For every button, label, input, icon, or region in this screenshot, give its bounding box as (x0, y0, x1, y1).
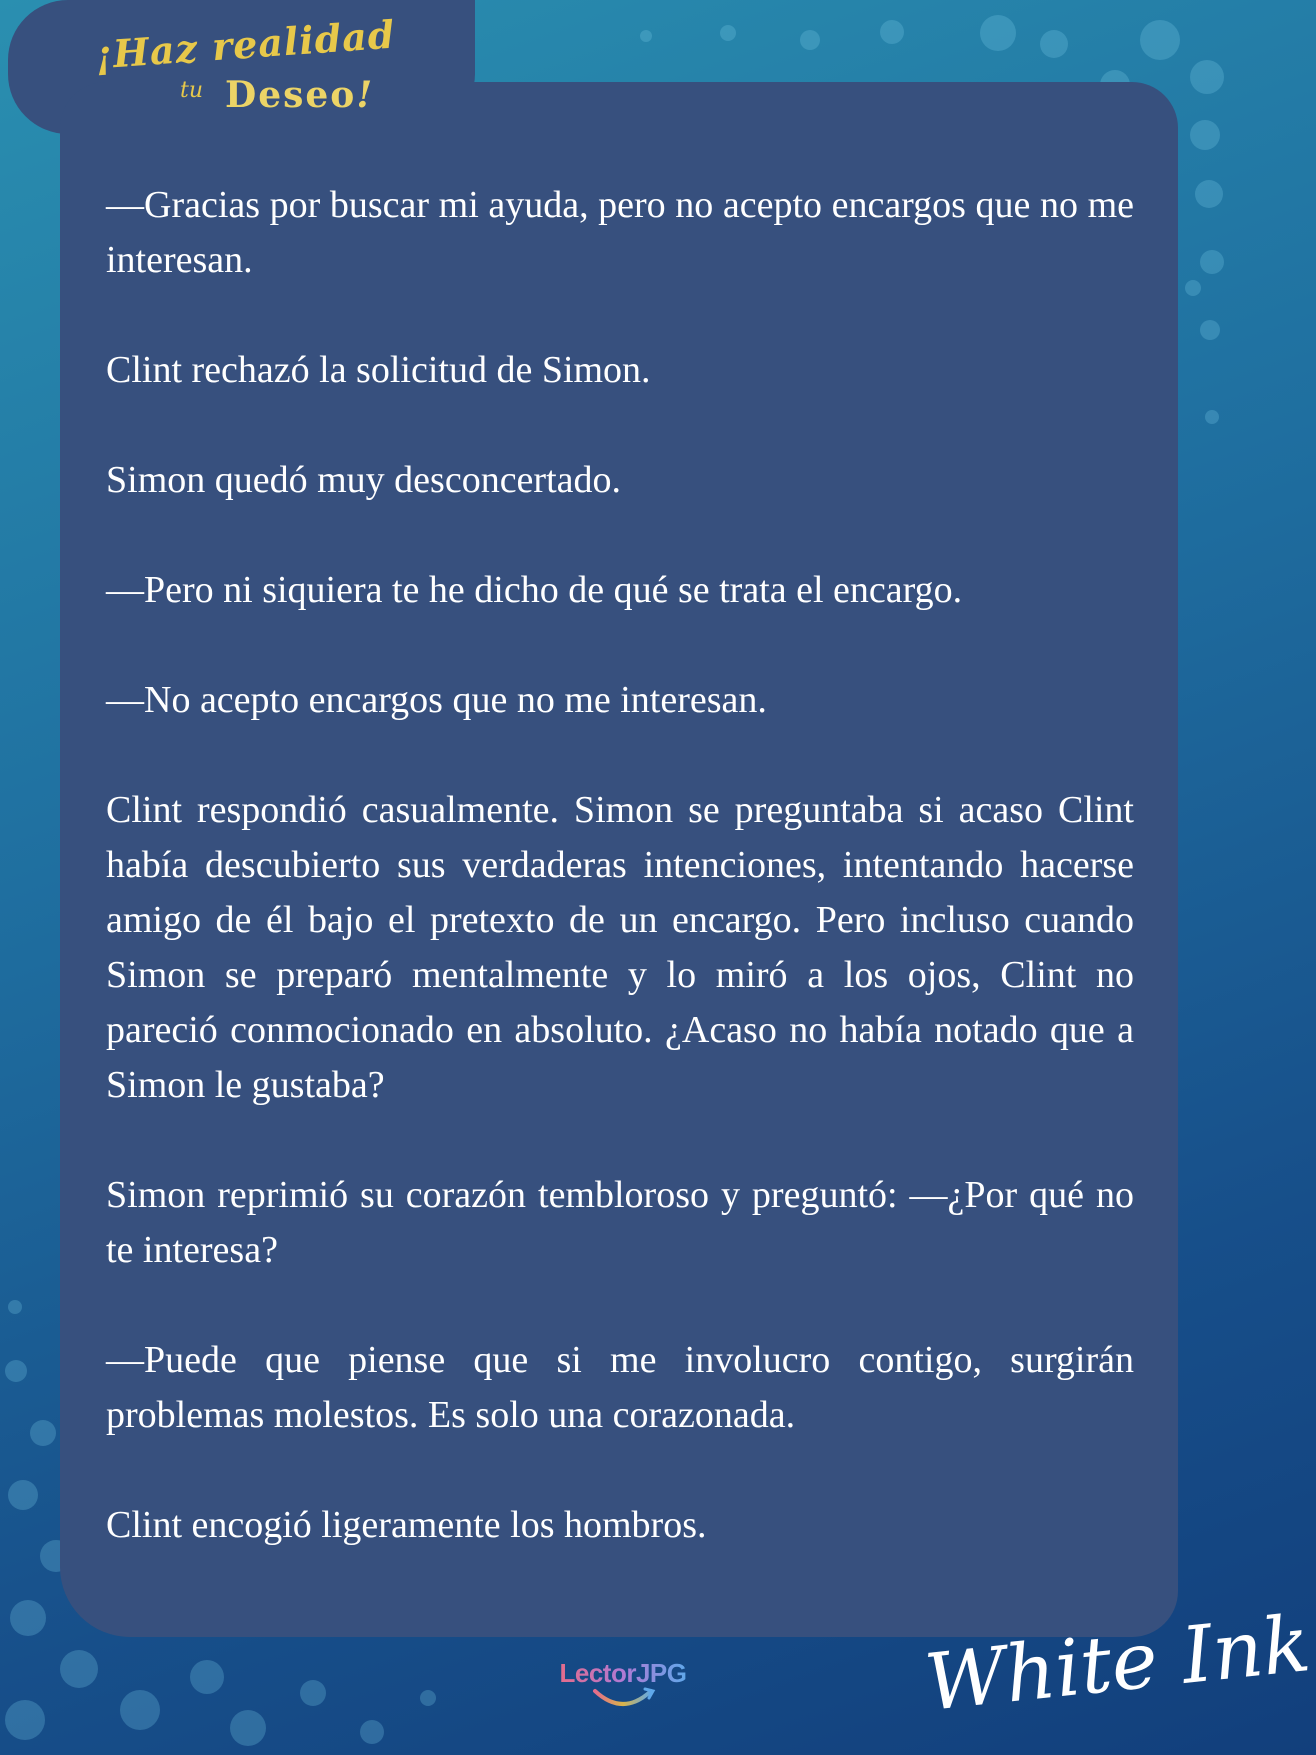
paragraph: Clint respondió casualmente. Simon se preguntaba si acaso Clint había descubierto sus verdaderas intenciones, intentando hacerse amigo de él bajo el pretexto de un encargo. Pero incluso cuando Simon se preparó mentalmente y lo miró a los ojos, Clint no pareció conmocionado en absoluto. ¿Acaso no había notado que a Simon le gustaba? (106, 789, 1134, 1106)
paragraph: —No acepto encargos que no me interesan. (106, 679, 767, 721)
paragraph: —Puede que piense que si me involucro contigo, surgirán problemas molestos. Es solo una corazonada. (106, 1339, 1134, 1436)
logo-connector: tu (180, 78, 204, 103)
paragraph: Clint encogió ligeramente los hombros. (106, 1504, 707, 1546)
white-ink-signature: White Ink (921, 1599, 1315, 1729)
paragraph: Simon quedó muy desconcertado. (106, 459, 622, 501)
story-text (106, 178, 1134, 1553)
smile-icon (573, 1687, 673, 1711)
paragraph: —Pero ni siquiera te he dicho de qué se trata el encargo. (106, 569, 963, 611)
logo-title: ¡Haz realidad (93, 11, 397, 78)
logo-word: Deseo! (225, 74, 375, 116)
watermark-text: LectorJPG (559, 1658, 687, 1688)
lectorjpg-watermark (548, 1658, 698, 1711)
paragraph: —Gracias por buscar mi ayuda, pero no acepto encargos que no me interesan. (106, 184, 1134, 281)
paragraph: Clint rechazó la solicitud de Simon. (106, 349, 651, 391)
paragraph: Simon reprimió su corazón tembloroso y preguntó: —¿Por qué no te interesa? (106, 1174, 1134, 1271)
wish-logo (93, 11, 397, 122)
